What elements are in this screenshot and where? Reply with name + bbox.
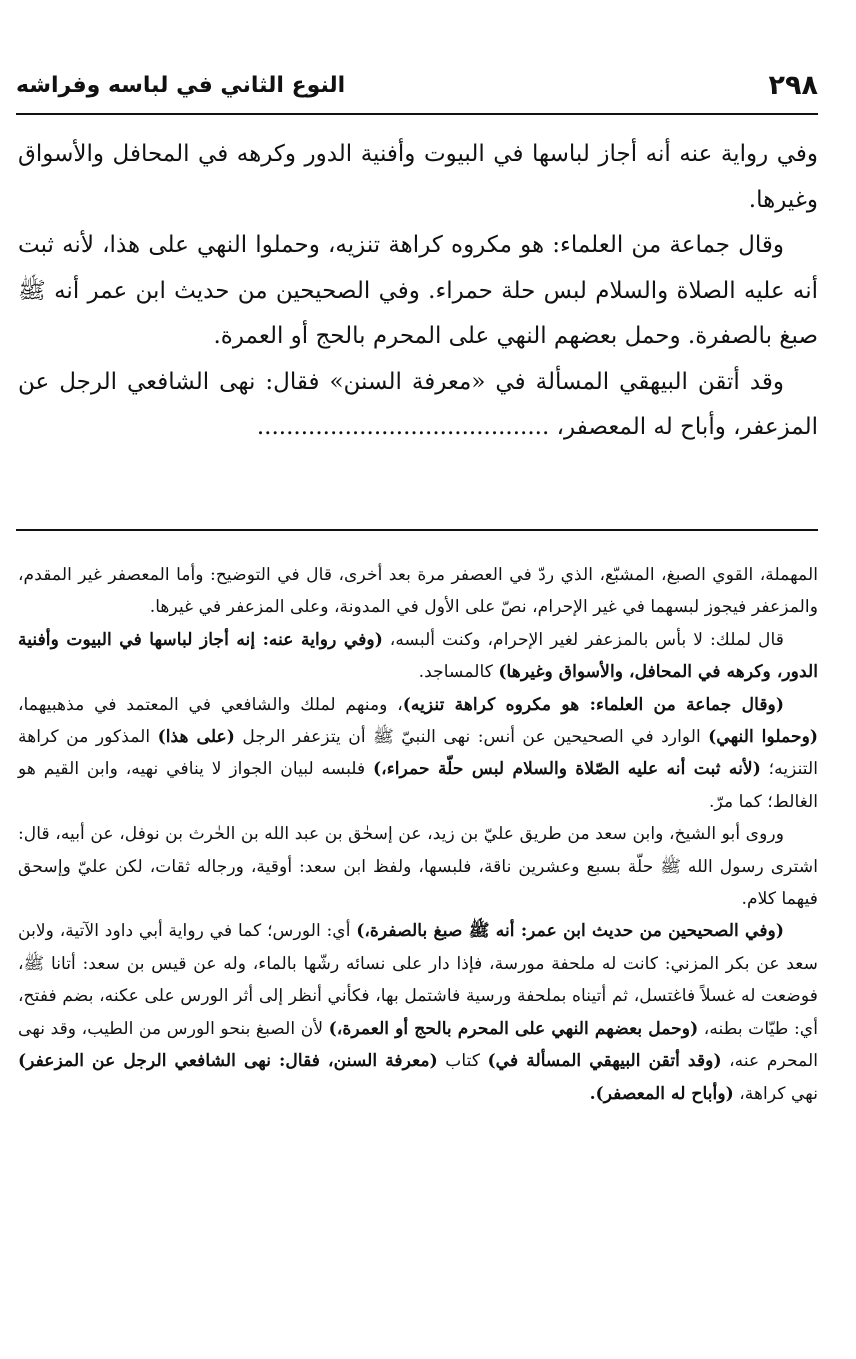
commentary-paragraph-4: وروى أبو الشيخ، وابن سعد من طريق عليّ بن زيد، عن إسحٰق بن عبد الله بن الحٰرث بن نوفل، عن أبيه، قال: اشترى رسول الله ﷺ حلّة بسبع وعشرين ناقة، فلبسها، ولفظ ابن سعد: أوقية، ورجاله ثقات، لكن عليّ وإسحق فيهما كلام.: [18, 824, 818, 910]
ellipsis-dots: ........................................: [256, 414, 550, 440]
quoted-bold-run: (وفي الصحيحين من حديث ابن عمر: أنه ﷺ صبغ بالصفرة،): [356, 921, 784, 942]
text-run: كالمساجد.: [418, 662, 499, 683]
quoted-bold-run: (وأباح له المعصفر).: [589, 1083, 734, 1104]
commentary-paragraph-3: [18, 689, 818, 819]
text-run: الوارد في الصحيحين عن أنس: نهى النبيّ ﷺ أن يتزعفر الرجل: [234, 727, 709, 748]
main-paragraph-3-text: وقد أتقن البيهقي المسألة في «معرفة السنن» فقال: نهى الشافعي الرجل عن المزعفر، وأباح له المعصفر،: [18, 368, 818, 440]
quoted-bold-run: (وحملوا النهي): [708, 727, 819, 748]
commentary-paragraph-5: [18, 915, 818, 1109]
text-run: ، ومنهم لملك والشافعي في المعتمد في مذهبيهما،: [18, 694, 403, 715]
page-number: ٢٩٨: [768, 70, 818, 101]
text-run: قال لملك: لا بأس بالمزعفر لغير الإحرام، وكنت ألبسه،: [382, 629, 784, 650]
quoted-bold-run: (وفي رواية عنه: إنه أجاز لباسها في البيوت وأفنية الدور، وكرهه في المحافل، والأسواق وغيرها): [18, 629, 818, 683]
quoted-bold-run: (وحمل بعضهم النهي على المحرم بالحج أو العمرة،): [328, 1018, 699, 1039]
main-paragraph-2: وقال جماعة من العلماء: هو مكروه كراهة تنزيه، وحملوا النهي على هذا، لأنه ثبت أنه عليه الصلاة والسلام لبس حلة حمراء. وفي الصحيحين من حديث ابن عمر أنه ﷺ صبغ بالصفرة. وحمل بعضهم النهي على المحرم بالحج أو العمرة.: [18, 232, 818, 349]
header-divider: [16, 113, 818, 115]
main-text: [18, 132, 818, 451]
main-paragraph-3: [18, 360, 818, 451]
main-paragraph-1: وفي رواية عنه أنه أجاز لباسها في البيوت وأفنية الدور وكرهه في المحافل والأسواق وغيرها.: [18, 141, 818, 213]
quoted-bold-run: (وقد أتقن البيهقي المسألة في): [487, 1051, 722, 1072]
commentary-paragraph-2: [18, 624, 818, 689]
footnote-divider: [16, 529, 818, 531]
running-header: [16, 66, 818, 106]
quoted-bold-run: (وقال جماعة من العلماء: هو مكروه كراهة تنزيه): [402, 694, 784, 715]
commentary-paragraph-1: المهملة، القوي الصبغ، المشبّع، الذي ردّ في العصفر مرة بعد أخرى، قال في التوضيح: وأما المعصفر غير المقدم، والمزعفر فيجوز لبسهما في غير الإحرام، نصّ على الأول في المدونة، وعلى المزعفر في غيرها.: [18, 565, 818, 618]
text-run: كتاب: [437, 1051, 488, 1072]
quoted-bold-run: (على هذا): [157, 727, 235, 748]
text-run: أي: الورس؛ كما في رواية أبي داود الآتية، ولابن سعد عن بكر المزني: كانت له ملحفة مورسة، فإذا دار على نسائه رشّها بالماء، وله عن قيس بن سعد: أتانا ﷺ، فوضعت له غسلاً فاغتسل، ثم أتيناه بملحفة ورسية فاشتمل بها، فكأني أنظر إلى أثر الورس على عكنه، بضم ففتح، أي: طيّات بطنه،: [18, 921, 818, 1039]
commentary-text: [18, 559, 818, 1110]
quoted-bold-run: (لأنه ثبت أنه عليه الصّلاة والسلام لبس حلّة حمراء،): [373, 759, 761, 780]
text-run: المذكور من كراهة التنزيه؛: [18, 727, 818, 780]
text-run: لأن الصبغ بنحو الورس من الطيب، وقد نهى المحرم عنه،: [18, 1018, 818, 1072]
quoted-bold-run: (معرفة السنن، فقال: نهى الشافعي الرجل عن المزعفر): [18, 1051, 438, 1072]
text-run: نهي كراهة،: [733, 1083, 818, 1104]
chapter-title: النوع الثاني في لباسه وفراشه: [16, 73, 346, 98]
text-run: فلبسه لبيان الجواز لا ينافي نهيه، وابن القيم هو الغالط؛ كما مرّ.: [18, 759, 818, 812]
